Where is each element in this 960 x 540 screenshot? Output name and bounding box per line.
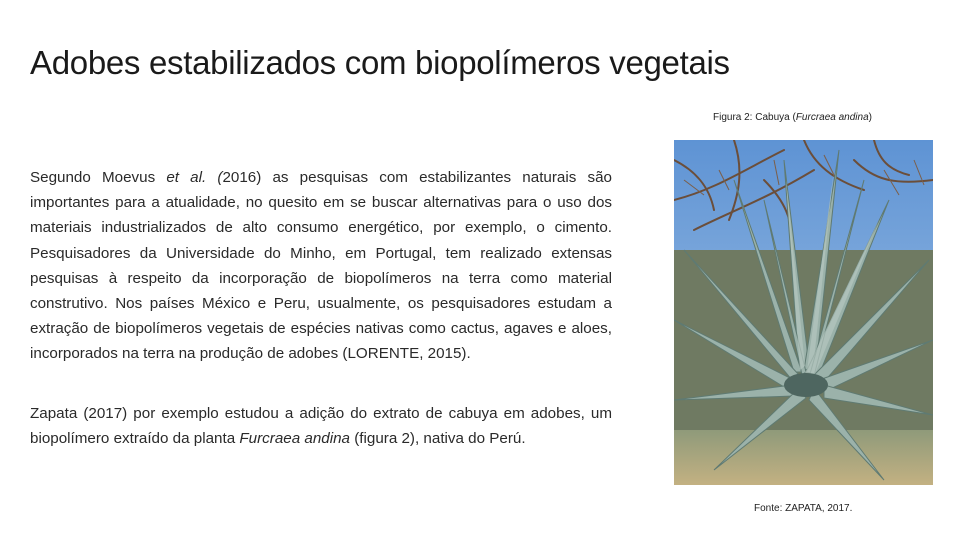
paragraph-moevus <box>30 165 612 367</box>
figure-caption-suffix: ) <box>868 112 872 123</box>
paragraph2-part1: Zapata (2017) por exemplo estudou a adição do extrato de cabuya em adobes, um biopolímero extraído da planta <box>30 405 612 448</box>
paragraph1-part1: Segundo Moevus <box>30 169 167 186</box>
figure-caption <box>713 112 872 123</box>
paragraph1-italic-etal: et al. ( <box>166 169 223 186</box>
paragraph2-italic-species: Furcraea andina <box>239 430 350 448</box>
cabuya-photo <box>674 140 933 485</box>
paragraph-zapata <box>30 401 612 451</box>
slide-title: Adobes estabilizados com biopolímeros vegetais <box>30 44 730 81</box>
paragraph1-part3: 2016) as pesquisas com estabilizantes naturais são importantes para a atualidade, no quesito em se buscar alternativas para o uso dos materiais industrializados de alto consumo energético, por exemplo, o cimento. Pesquisadores da Universidade do Minho, em Portugal, tem realizado extensas pesquisas à respeito da incorporação de biopolímeros na terra como material construtivo. Nos países México e Peru, usualmente, os pesquisadores estudam a extração de biopolímeros vegetais de espécies nativas como cactus, agaves e aloes, incorporados na terra na produção de adobes (LORENTE, 2015). <box>30 169 612 363</box>
figure-source: Fonte: ZAPATA, 2017. <box>754 503 853 514</box>
figure-caption-scientific-name: Furcraea andina <box>795 112 869 123</box>
paragraph2-part3: (figura 2), nativa do Perú. <box>350 430 526 448</box>
figure-caption-prefix: Figura 2: Cabuya ( <box>713 112 796 123</box>
agave-plant-icon <box>674 140 933 485</box>
